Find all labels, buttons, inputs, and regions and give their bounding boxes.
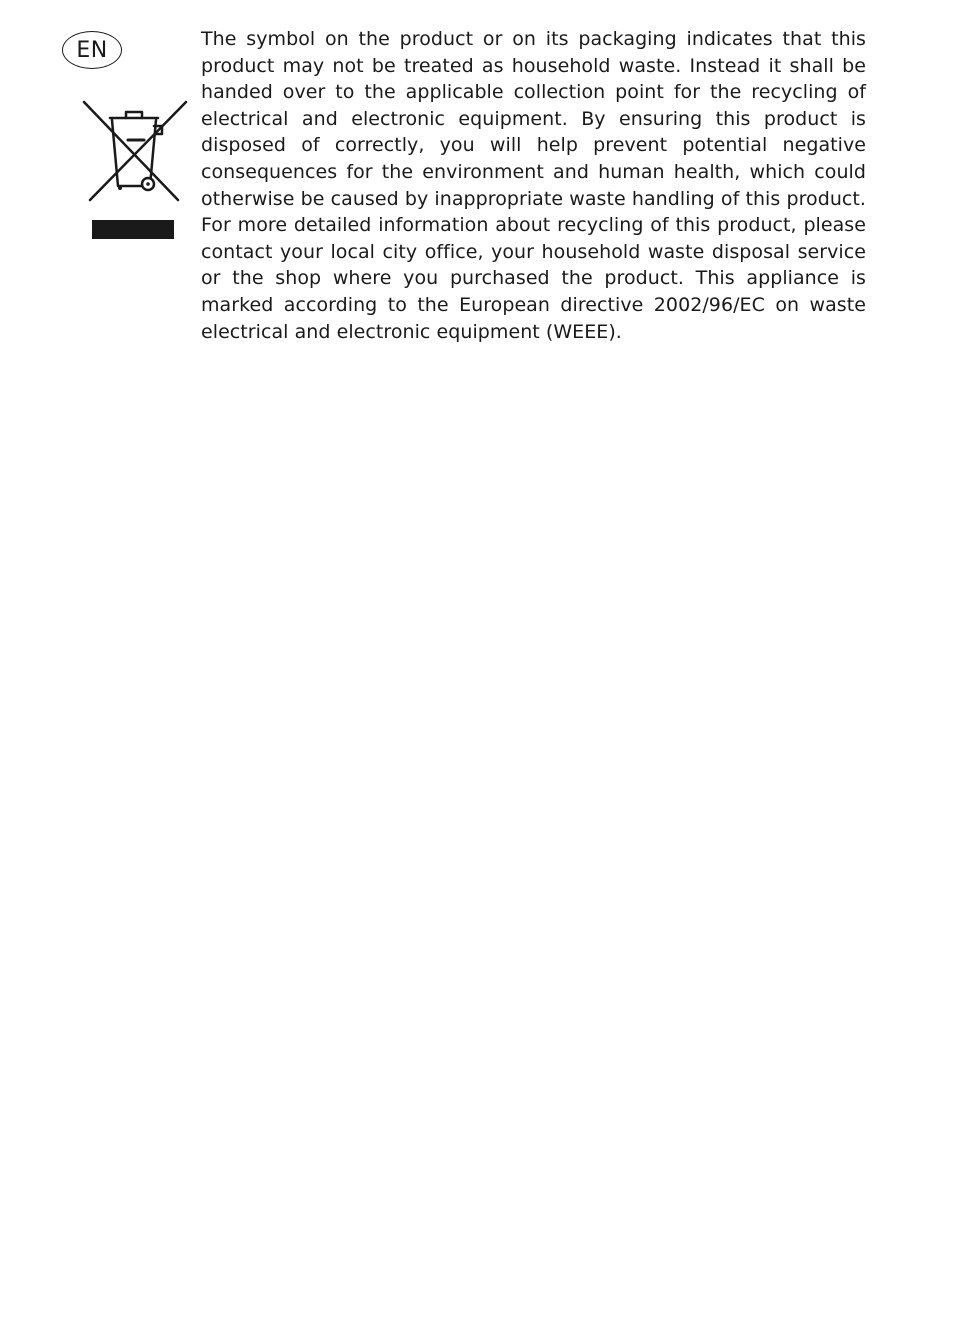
disposal-notice-text: The symbol on the product or on its packaging indicates that this product may not be treated as household waste. Instead it shall be handed over to the applicable collection point for the recycling of electrical and electronic equipment. By ensuring this product is disposed of correctly, you will help prevent potential negative consequences for the environment and human health, which could otherwise be caused by inappropriate waste handling of this product. For more detailed information about recycling of this product, please contact your local city office, your household waste disposal service or the shop where you purchased the product. This appliance is marked according to the European directive 2002/96/EC on waste electrical and electronic equipment (WEEE). bbox=[201, 28, 866, 343]
crossed-out-wheelie-bin-icon bbox=[82, 100, 188, 242]
language-badge: EN bbox=[62, 31, 122, 69]
symbol-bar bbox=[92, 220, 174, 239]
